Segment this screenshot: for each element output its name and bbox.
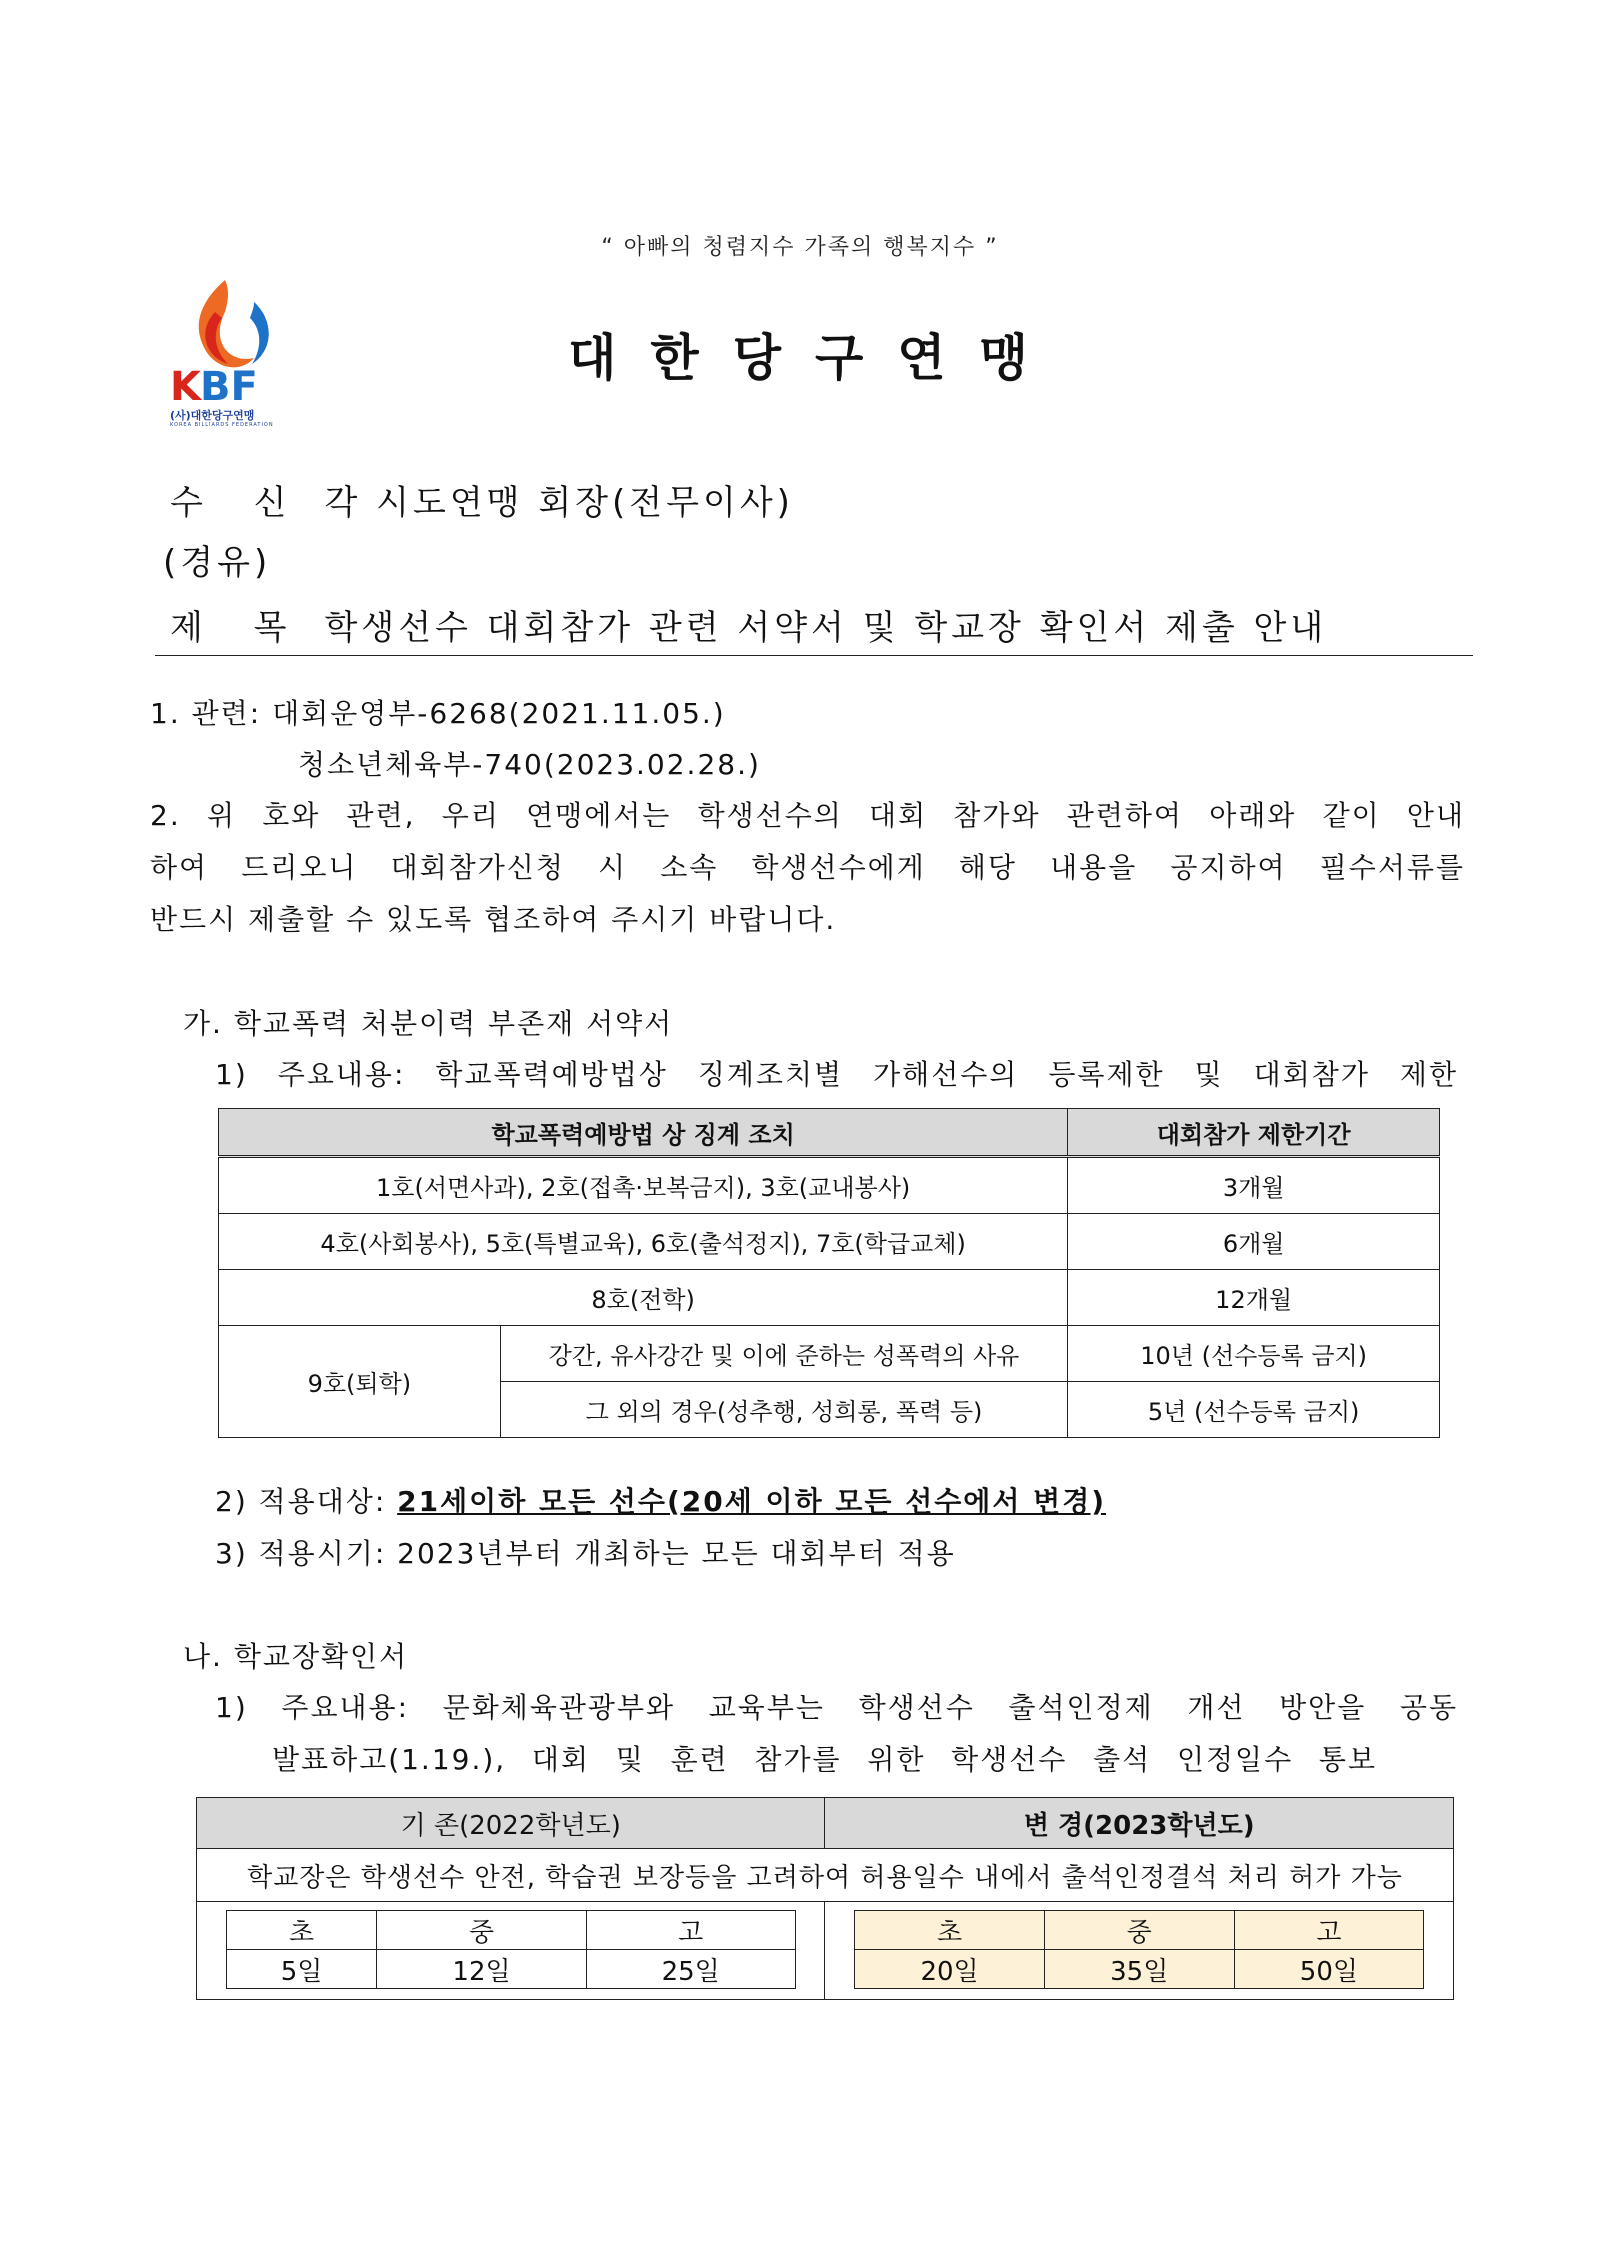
section-a-item-3: 3) 적용시기: 2023년부터 개최하는 모든 대회부터 적용 (215, 1537, 956, 1570)
period-cell: 5년 (선수등록 금지) (1068, 1382, 1440, 1438)
period-cell: 10년 (선수등록 금지) (1068, 1326, 1440, 1382)
section-a-title: 가. 학교폭력 처분이력 부존재 서약서 (183, 1007, 674, 1040)
attendance-description-row (197, 1849, 1454, 1902)
discipline-table (218, 1108, 1440, 1438)
header-measure: 학교폭력예방법 상 징계 조치 (219, 1109, 1068, 1157)
old-days-elementary: 5일 (226, 1950, 377, 1989)
new-days-table (854, 1910, 1424, 1989)
level-middle: 중 (1044, 1911, 1234, 1950)
header-divider (155, 655, 1473, 656)
new-days-cell (825, 1902, 1454, 2000)
old-days-middle: 12일 (377, 1950, 586, 1989)
attendance-table-header (197, 1798, 1454, 1849)
reference-line-1 (150, 692, 726, 732)
level-elementary: 초 (855, 1911, 1045, 1950)
measure-cell: 8호(전학) (219, 1270, 1068, 1326)
level-row (855, 1911, 1424, 1950)
level-elementary: 초 (226, 1911, 377, 1950)
section-a-item-1: 1) 주요내용: 학교폭력예방법상 징계조치별 가해선수의 등록제한 및 대회참가 제한 (215, 1058, 1458, 1091)
period-cell: 3개월 (1068, 1157, 1440, 1214)
new-days-high: 50일 (1234, 1950, 1424, 1989)
subject-line (170, 600, 1327, 649)
item-2-label: 2) 적용대상: (215, 1485, 387, 1518)
group-label-cell: 9호(퇴학) (219, 1326, 501, 1438)
recipient-value: 각 시도연맹 회장(전무이사) (324, 483, 794, 523)
reason-cell: 강간, 유사강간 및 이에 준하는 성폭력의 사유 (500, 1326, 1068, 1382)
old-days-high: 25일 (586, 1950, 795, 1989)
discipline-table-header (219, 1109, 1440, 1157)
via-line: (경유) (163, 543, 272, 583)
recipient-line (170, 475, 794, 524)
table-row (219, 1214, 1440, 1270)
days-row (226, 1950, 795, 1989)
attendance-table (196, 1797, 1454, 2000)
period-cell: 6개월 (1068, 1214, 1440, 1270)
table-row (219, 1326, 1440, 1382)
item-2-value: 21세이하 모든 선수(20세 이하 모든 선수에서 변경) (397, 1485, 1107, 1518)
header-period: 대회참가 제한기간 (1068, 1109, 1440, 1157)
section-b-title: 나. 학교장확인서 (183, 1640, 409, 1673)
table-row (219, 1157, 1440, 1214)
level-high: 고 (586, 1911, 795, 1950)
logo-letters-bf: BF (200, 364, 258, 410)
old-days-table (226, 1910, 796, 1989)
motto: “ 아빠의 청렴지수 가족의 행복지수 ” (601, 235, 999, 260)
level-row (226, 1911, 795, 1950)
org-name: 대한당구연맹 (568, 329, 1062, 387)
old-days-cell (197, 1902, 825, 2000)
reference-label: 1. 관련: (150, 697, 262, 730)
new-header: 변 경(2023학년도) (825, 1798, 1454, 1849)
section-a-item-2 (215, 1480, 1106, 1520)
subject-value: 학생선수 대회참가 관련 서약서 및 학교장 확인서 제출 안내 (324, 608, 1328, 648)
measure-cell: 4호(사회봉사), 5호(특별교육), 6호(출석정지), 7호(학급교체) (219, 1214, 1068, 1270)
attendance-days-row (197, 1902, 1454, 2000)
paragraph-2-line-1: 2. 위 호와 관련, 우리 연맹에서는 학생선수의 대회 참가와 관련하여 아래와 같이 안내 (150, 799, 1465, 832)
paragraph-2-line-3: 반드시 제출할 수 있도록 협조하여 주시기 바랍니다. (150, 903, 837, 936)
recipient-label: 수 신 (170, 483, 307, 523)
subject-label: 제 목 (170, 608, 307, 648)
new-days-middle: 35일 (1044, 1950, 1234, 1989)
reason-cell: 그 외의 경우(성추행, 성희롱, 폭력 등) (500, 1382, 1068, 1438)
period-cell: 12개월 (1068, 1270, 1440, 1326)
level-high: 고 (1234, 1911, 1424, 1950)
days-row (855, 1950, 1424, 1989)
level-middle: 중 (377, 1911, 586, 1950)
table-row (219, 1270, 1440, 1326)
reference-1: 대회운영부-6268(2021.11.05.) (272, 697, 726, 730)
logo-letter-k: K (170, 364, 201, 410)
section-b-item-1-line-1: 1) 주요내용: 문화체육관광부와 교육부는 학생선수 출석인정제 개선 방안을 공동 (215, 1691, 1458, 1724)
paragraph-2-line-2: 하여 드리오니 대회참가신청 시 소속 학생선수에게 해당 내용을 공지하여 필수서류를 (150, 851, 1465, 884)
old-header: 기 존(2022학년도) (197, 1798, 825, 1849)
logo-korean: (사)대한당구연맹 (170, 409, 255, 422)
section-b-item-1-line-2: 발표하고(1.19.), 대회 및 훈련 참가를 위한 학생선수 출석 인정일수 통보 (272, 1743, 1377, 1776)
measure-cell: 1호(서면사과), 2호(접촉·보복금지), 3호(교내봉사) (219, 1157, 1068, 1214)
reference-2: 청소년체육부-740(2023.02.28.) (298, 748, 761, 781)
new-days-elementary: 20일 (855, 1950, 1045, 1989)
logo-english: KOREA BILLIARDS FEDERATION (170, 422, 274, 428)
attendance-description: 학교장은 학생선수 안전, 학습권 보장등을 고려하여 허용일수 내에서 출석인정결석 처리 허가 가능 (197, 1849, 1454, 1902)
